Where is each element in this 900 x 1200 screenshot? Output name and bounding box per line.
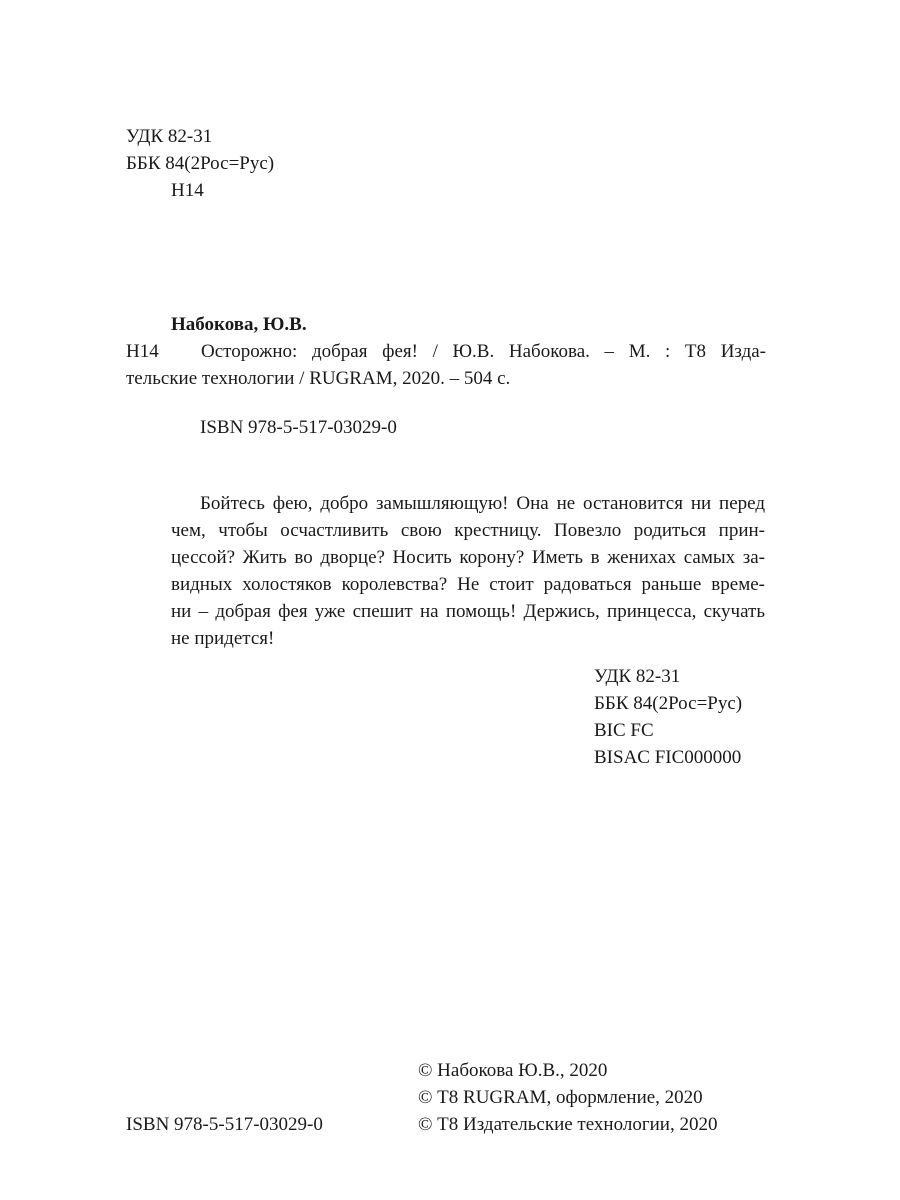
copyright-line: © Набокова Ю.В., 2020: [418, 1060, 608, 1081]
citation-author-sign: Н14: [126, 341, 159, 362]
annotation-line: цессой? Жить во дворце? Носить корону? Иметь в женихах самых за-: [171, 547, 765, 568]
bisac-code: BISAC FIC000000: [594, 747, 742, 768]
author-sign: Н14: [171, 180, 204, 201]
annotation-paragraph: [171, 490, 765, 652]
bibliographic-citation: [126, 338, 766, 392]
annotation-line: ни – добрая фея уже спешит на помощь! Держись, принцесса, скучать: [171, 601, 765, 622]
copyright-line: © Т8 Издательские технологии, 2020: [418, 1114, 718, 1135]
bbk-code: ББК 84(2Рос=Рус): [126, 153, 275, 174]
copyright-notices: [418, 1057, 717, 1138]
udk-code: УДК 82-31: [594, 666, 681, 687]
annotation-line: Бойтесь фею, добро замышляющую! Она не остановится ни перед: [200, 493, 765, 514]
udk-code: УДК 82-31: [126, 126, 213, 147]
right-classification-codes: [594, 663, 742, 771]
copyright-line: © Т8 RUGRAM, оформление, 2020: [418, 1087, 703, 1108]
author-heading: Набокова, Ю.В.: [171, 314, 307, 335]
annotation-line: видных холостяков королевства? Не стоит радоваться раньше време-: [171, 574, 765, 595]
bbk-code: ББК 84(2Рос=Рус): [594, 693, 743, 714]
isbn-main: ISBN 978-5-517-03029-0: [200, 417, 397, 438]
annotation-line: не придется!: [171, 628, 275, 649]
isbn-bottom: ISBN 978-5-517-03029-0: [126, 1114, 323, 1135]
citation-line-1: Осторожно: добрая фея! / Ю.В. Набокова. – М. : Т8 Изда-: [201, 341, 766, 362]
annotation-line: чем, чтобы осчастливить свою крестницу. Повезло родиться прин-: [171, 520, 765, 541]
top-classification-codes: [126, 123, 274, 204]
bic-code: BIC FC: [594, 720, 654, 741]
citation-line-2: тельские технологии / RUGRAM, 2020. – 504 с.: [126, 368, 511, 389]
